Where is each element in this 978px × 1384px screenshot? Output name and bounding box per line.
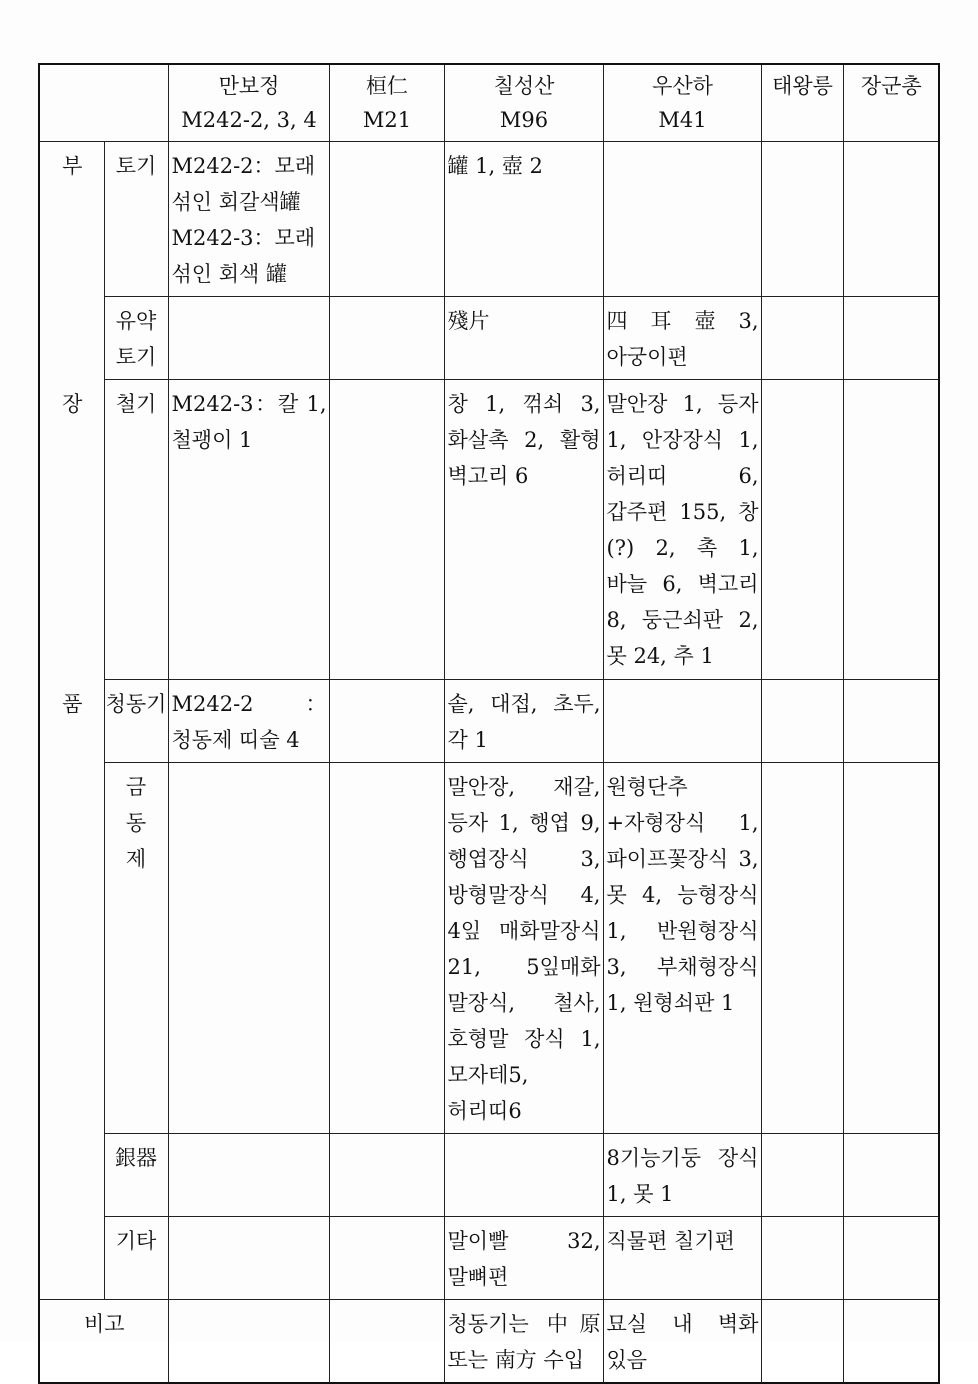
bronze-hwanin xyxy=(329,680,444,763)
gilt-hwanin xyxy=(329,763,444,1134)
gilt-janggunchong xyxy=(843,763,939,1134)
header-blank-cell xyxy=(39,64,168,142)
glazed-janggunchong xyxy=(843,297,939,380)
gilt-usanha: 원형단추+자형장식 1, 파이프꽃장식 3, 못 4, 능형장식 1, 반원형장식 3, 부채형장식 1, 원형쇠판 1 xyxy=(603,763,761,1134)
other-hwanin xyxy=(329,1217,444,1300)
pottery-manbojeong: M242-2：모래 섞인 회갈색罐 M242-3：모래 섞인 회색 罐 xyxy=(168,142,329,297)
glazed-usanha: 四耳壺3, 아궁이편 xyxy=(603,297,761,380)
note-hwanin xyxy=(329,1300,444,1384)
pottery-janggunchong xyxy=(843,142,939,297)
bronze-usanha xyxy=(603,680,761,763)
gilt-manbojeong xyxy=(168,763,329,1134)
gilt-chilseongsan: 말안장, 재갈, 등자 1, 행엽 9, 행엽장식 3, 방형말장식 4, 4잎 매화말장식 21, 5잎매화 말장식, 철사, 호형말 장식 1, 모자테5, 허리띠6 xyxy=(444,763,603,1134)
header-manbojeong: 만보정 M242-2, 3, 4 xyxy=(168,64,329,142)
silver-manbojeong xyxy=(168,1134,329,1217)
iron-chilseongsan: 창 1, 꺾쇠 3, 화살촉 2, 활형 벽고리 6 xyxy=(444,380,603,680)
label-glazed: 유약 토기 xyxy=(104,297,168,380)
label-pottery: 토기 xyxy=(104,142,168,297)
iron-usanha: 말안장 1, 등자 1, 안장장식 1, 허리띠 6, 갑주편 155, 창(?) 2, 촉 1, 바늘 6, 벽고리 8, 둥근쇠판 2, 못 24, 추 1 xyxy=(603,380,761,680)
iron-janggunchong xyxy=(843,380,939,680)
silver-taewangneung xyxy=(761,1134,843,1217)
row-bronze xyxy=(39,680,939,763)
pottery-usanha xyxy=(603,142,761,297)
row-other xyxy=(39,1217,939,1300)
pottery-chilseongsan: 罐 1, 壺 2 xyxy=(444,142,603,297)
tomb-artifact-table xyxy=(38,63,940,1384)
other-taewangneung xyxy=(761,1217,843,1300)
label-silver: 銀器 xyxy=(104,1134,168,1217)
label-note: 비고 xyxy=(39,1300,168,1384)
silver-usanha: 8기능기둥 장식 1, 못 1 xyxy=(603,1134,761,1217)
silver-janggunchong xyxy=(843,1134,939,1217)
note-usanha: 묘실 내 벽화 있음 xyxy=(603,1300,761,1384)
glazed-hwanin xyxy=(329,297,444,380)
note-manbojeong xyxy=(168,1300,329,1384)
row-silver xyxy=(39,1134,939,1217)
silver-hwanin xyxy=(329,1134,444,1217)
other-usanha: 직물편 칠기편 xyxy=(603,1217,761,1300)
side-blank-3 xyxy=(39,1134,104,1217)
note-taewangneung xyxy=(761,1300,843,1384)
side-label-jang: 장 xyxy=(39,380,104,680)
header-janggunchong: 장군총 xyxy=(843,64,939,142)
other-chilseongsan: 말이빨 32, 말뼈편 xyxy=(444,1217,603,1300)
side-blank-2 xyxy=(39,763,104,1134)
row-gilt-bronze xyxy=(39,763,939,1134)
row-glazed xyxy=(39,297,939,380)
label-other: 기타 xyxy=(104,1217,168,1300)
other-manbojeong xyxy=(168,1217,329,1300)
side-label-pum: 품 xyxy=(39,680,104,763)
bronze-taewangneung xyxy=(761,680,843,763)
side-blank-1 xyxy=(39,297,104,380)
bronze-chilseongsan: 솥, 대접, 초두, 각 1 xyxy=(444,680,603,763)
header-usanha: 우산하 M41 xyxy=(603,64,761,142)
row-note xyxy=(39,1300,939,1384)
header-hwanin: 桓仁 M21 xyxy=(329,64,444,142)
note-chilseongsan: 청동기는 中原 또는 南方 수입 xyxy=(444,1300,603,1384)
header-chilseongsan: 칠성산 M96 xyxy=(444,64,603,142)
glazed-chilseongsan: 殘片 xyxy=(444,297,603,380)
note-janggunchong xyxy=(843,1300,939,1384)
bronze-janggunchong xyxy=(843,680,939,763)
iron-manbojeong: M242-3：칼 1, 철괭이 1 xyxy=(168,380,329,680)
side-label-bu: 부 xyxy=(39,142,104,297)
header-row xyxy=(39,64,939,142)
glazed-taewangneung xyxy=(761,297,843,380)
header-taewangneung: 태왕릉 xyxy=(761,64,843,142)
label-iron: 철기 xyxy=(104,380,168,680)
label-gilt-bronze: 금 동 제 xyxy=(104,763,168,1134)
silver-chilseongsan xyxy=(444,1134,603,1217)
pottery-taewangneung xyxy=(761,142,843,297)
pottery-hwanin xyxy=(329,142,444,297)
iron-hwanin xyxy=(329,380,444,680)
iron-taewangneung xyxy=(761,380,843,680)
row-iron xyxy=(39,380,939,680)
gilt-taewangneung xyxy=(761,763,843,1134)
row-pottery xyxy=(39,142,939,297)
label-bronze: 청동기 xyxy=(104,680,168,763)
bronze-manbojeong: M242-2：청동제 띠술 4 xyxy=(168,680,329,763)
side-blank-4 xyxy=(39,1217,104,1300)
other-janggunchong xyxy=(843,1217,939,1300)
glazed-manbojeong xyxy=(168,297,329,380)
